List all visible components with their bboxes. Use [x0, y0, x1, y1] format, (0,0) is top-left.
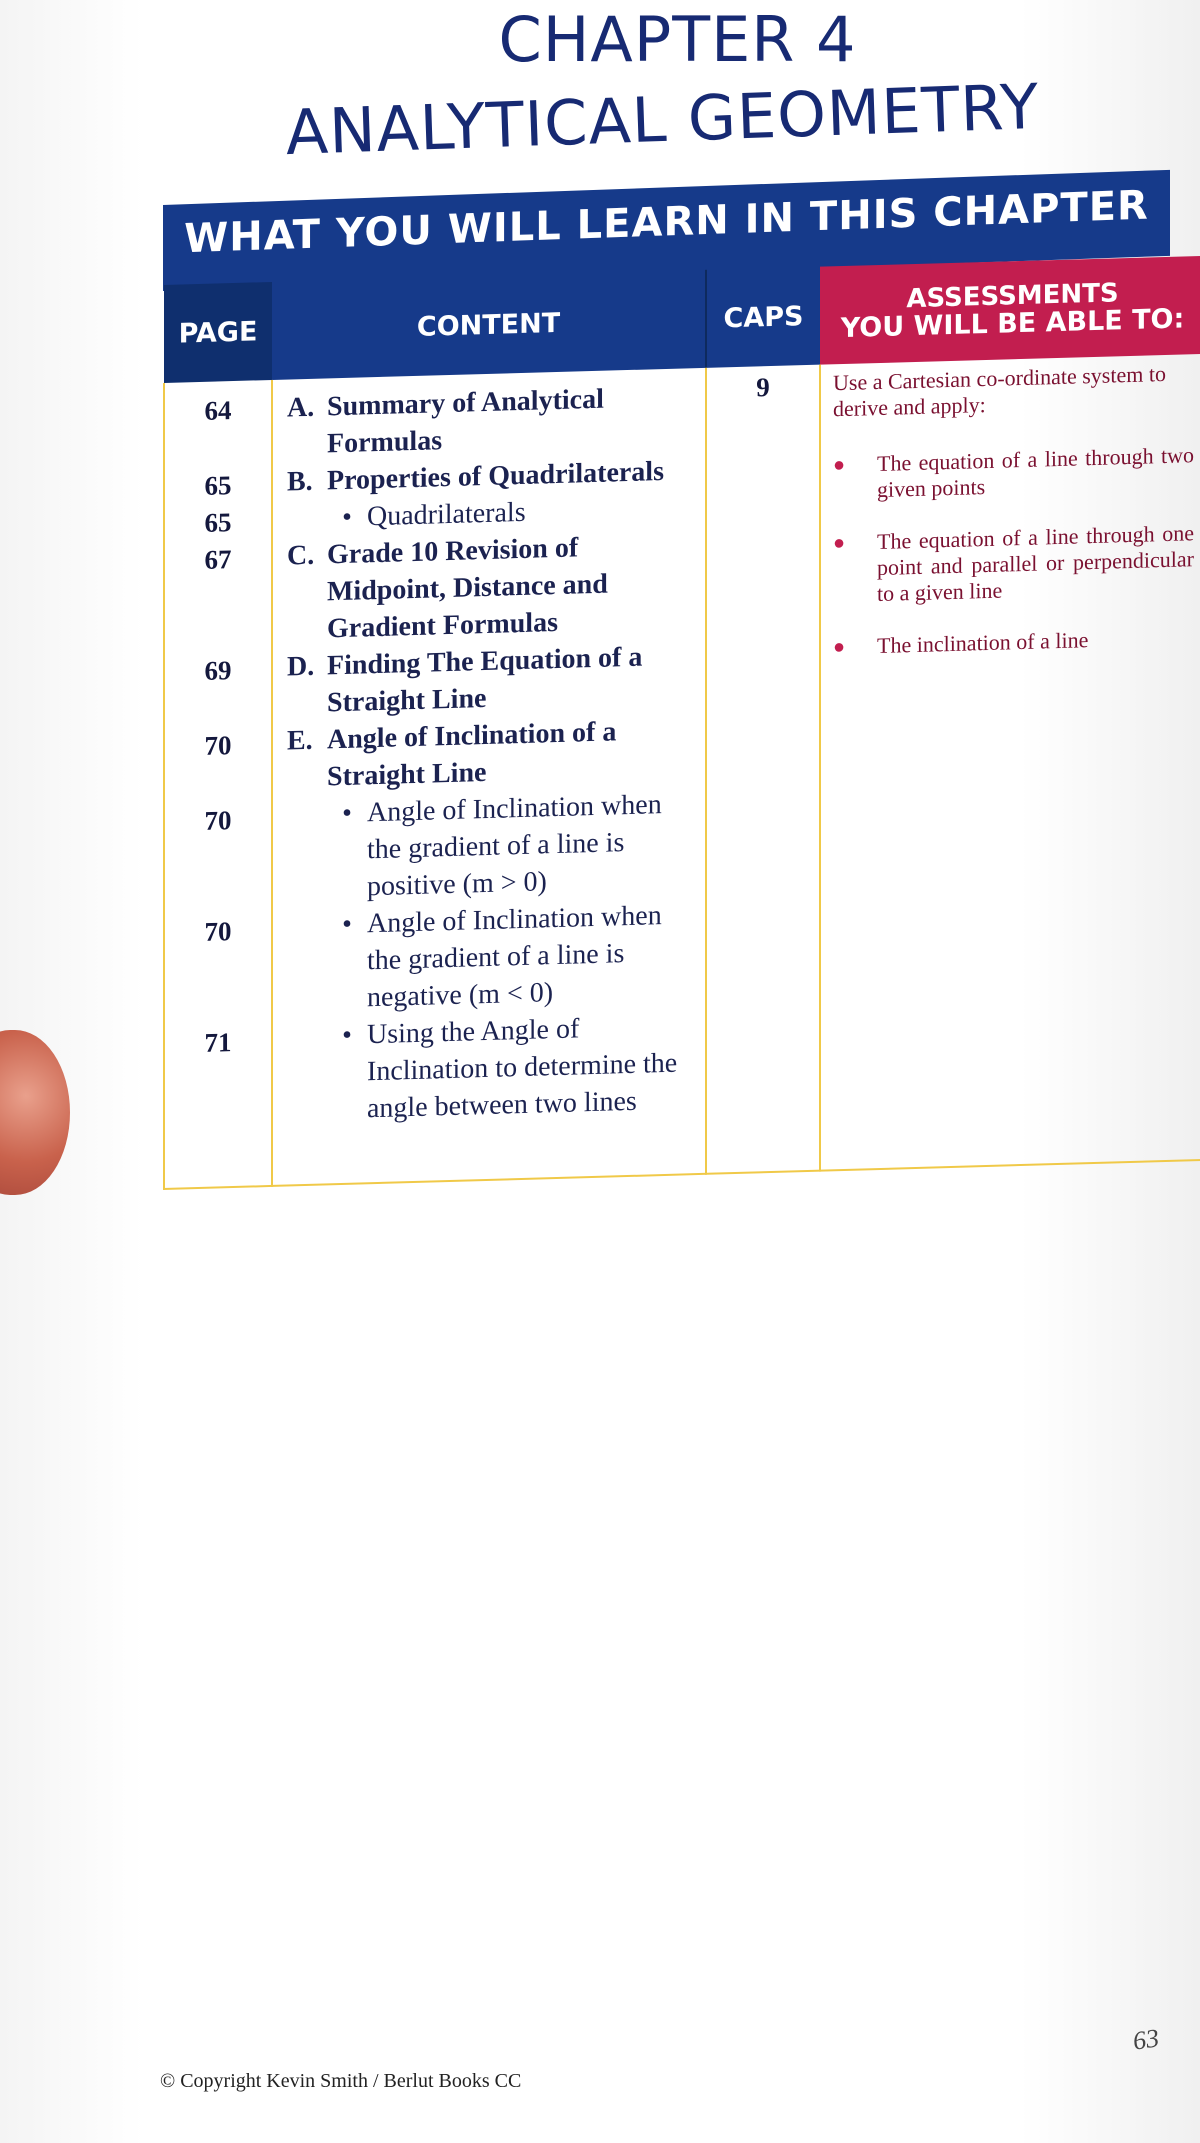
- page-num-e1: 70: [204, 805, 232, 836]
- subentry-text: Quadrilaterals: [367, 496, 526, 533]
- subentry-text: Angle of Inclination when the gradient of a line is positive (m > 0): [367, 789, 662, 903]
- assessments-title: ASSESSMENTS: [906, 278, 1119, 315]
- assessment-item: [833, 520, 1194, 608]
- chapter-number: CHAPTER 4: [498, 3, 857, 76]
- assessments-column: [820, 354, 1200, 1171]
- bullet-icon: •: [342, 1019, 352, 1051]
- bullet-icon: •: [342, 501, 352, 533]
- entry-letter: D.: [287, 650, 315, 683]
- page-num-a: 64: [204, 395, 232, 426]
- bullet-icon: ●: [833, 453, 846, 477]
- page-column: [164, 380, 272, 1189]
- bullet-icon: •: [342, 797, 352, 829]
- toc-subentry-e2: [287, 896, 699, 1019]
- caps-value: 9: [756, 372, 770, 403]
- page-num-b: 65: [204, 470, 232, 501]
- bullet-icon: •: [342, 908, 352, 940]
- bullet-icon: ●: [833, 531, 846, 555]
- entry-title: Summary of Analytical Formulas: [327, 383, 604, 460]
- assessment-item: [833, 442, 1194, 504]
- toc-entry-e: [287, 711, 699, 797]
- toc-entry-d: [287, 637, 699, 723]
- page-num-b1: 65: [204, 507, 232, 538]
- entry-letter: E.: [287, 724, 313, 757]
- entry-title: Angle of Inclination of a Straight Line: [327, 716, 617, 793]
- caps-column: [706, 365, 820, 1174]
- page-header: PAGE: [164, 282, 272, 383]
- page-num-e: 70: [204, 730, 232, 761]
- entry-title: Grade 10 Revision of Midpoint, Distance and Gradient Formulas: [327, 532, 608, 645]
- subentry-text: Using the Angle of Inclination to determine the angle between two lines: [367, 1013, 678, 1125]
- entry-letter: B.: [287, 465, 313, 498]
- toc-table: [163, 256, 1200, 1190]
- bullet-icon: ●: [833, 635, 846, 659]
- page-num-e2: 70: [204, 916, 232, 947]
- toc-subentry-e3: [287, 1007, 699, 1130]
- assessment-text: The inclination of a line: [877, 627, 1089, 659]
- assessments-intro: Use a Cartesian co-ordinate system to derive and apply:: [833, 360, 1166, 422]
- toc-subentry-e1: [287, 785, 699, 908]
- learn-banner: WHAT YOU WILL LEARN IN THIS CHAPTER: [163, 170, 1170, 291]
- assessment-text: The equation of a line through two given points: [877, 442, 1194, 503]
- entry-letter: A.: [287, 391, 315, 424]
- page-number: 63: [1131, 2023, 1161, 2056]
- subentry-text: Angle of Inclination when the gradient of a line is negative (m < 0): [367, 900, 662, 1014]
- chapter-name: ANALYTICAL GEOMETRY: [284, 69, 1041, 170]
- toc-entry-a: [287, 378, 699, 464]
- entry-title: Finding The Equation of a Straight Line: [327, 641, 643, 719]
- assessments-subtitle: YOU WILL BE ABLE TO:: [840, 303, 1185, 345]
- chapter-heading: [0, 0, 1200, 170]
- page-num-c: 67: [204, 544, 232, 575]
- entry-title: Properties of Quadrilaterals: [327, 456, 664, 497]
- page-num-e3: 71: [204, 1027, 232, 1058]
- content-header: CONTENT: [272, 270, 706, 380]
- content-column: [272, 368, 706, 1186]
- assessments-header: [820, 256, 1200, 365]
- assessment-item: [833, 624, 1194, 660]
- page-num-d: 69: [204, 655, 232, 686]
- toc-entry-c: [287, 526, 699, 649]
- copyright-notice: © Copyright Kevin Smith / Berlut Books CC: [160, 2070, 522, 2092]
- entry-letter: C.: [287, 539, 315, 572]
- assessment-text: The equation of a line through one point and parallel or perpendicular to a given line: [877, 520, 1194, 607]
- caps-header: CAPS: [706, 267, 820, 368]
